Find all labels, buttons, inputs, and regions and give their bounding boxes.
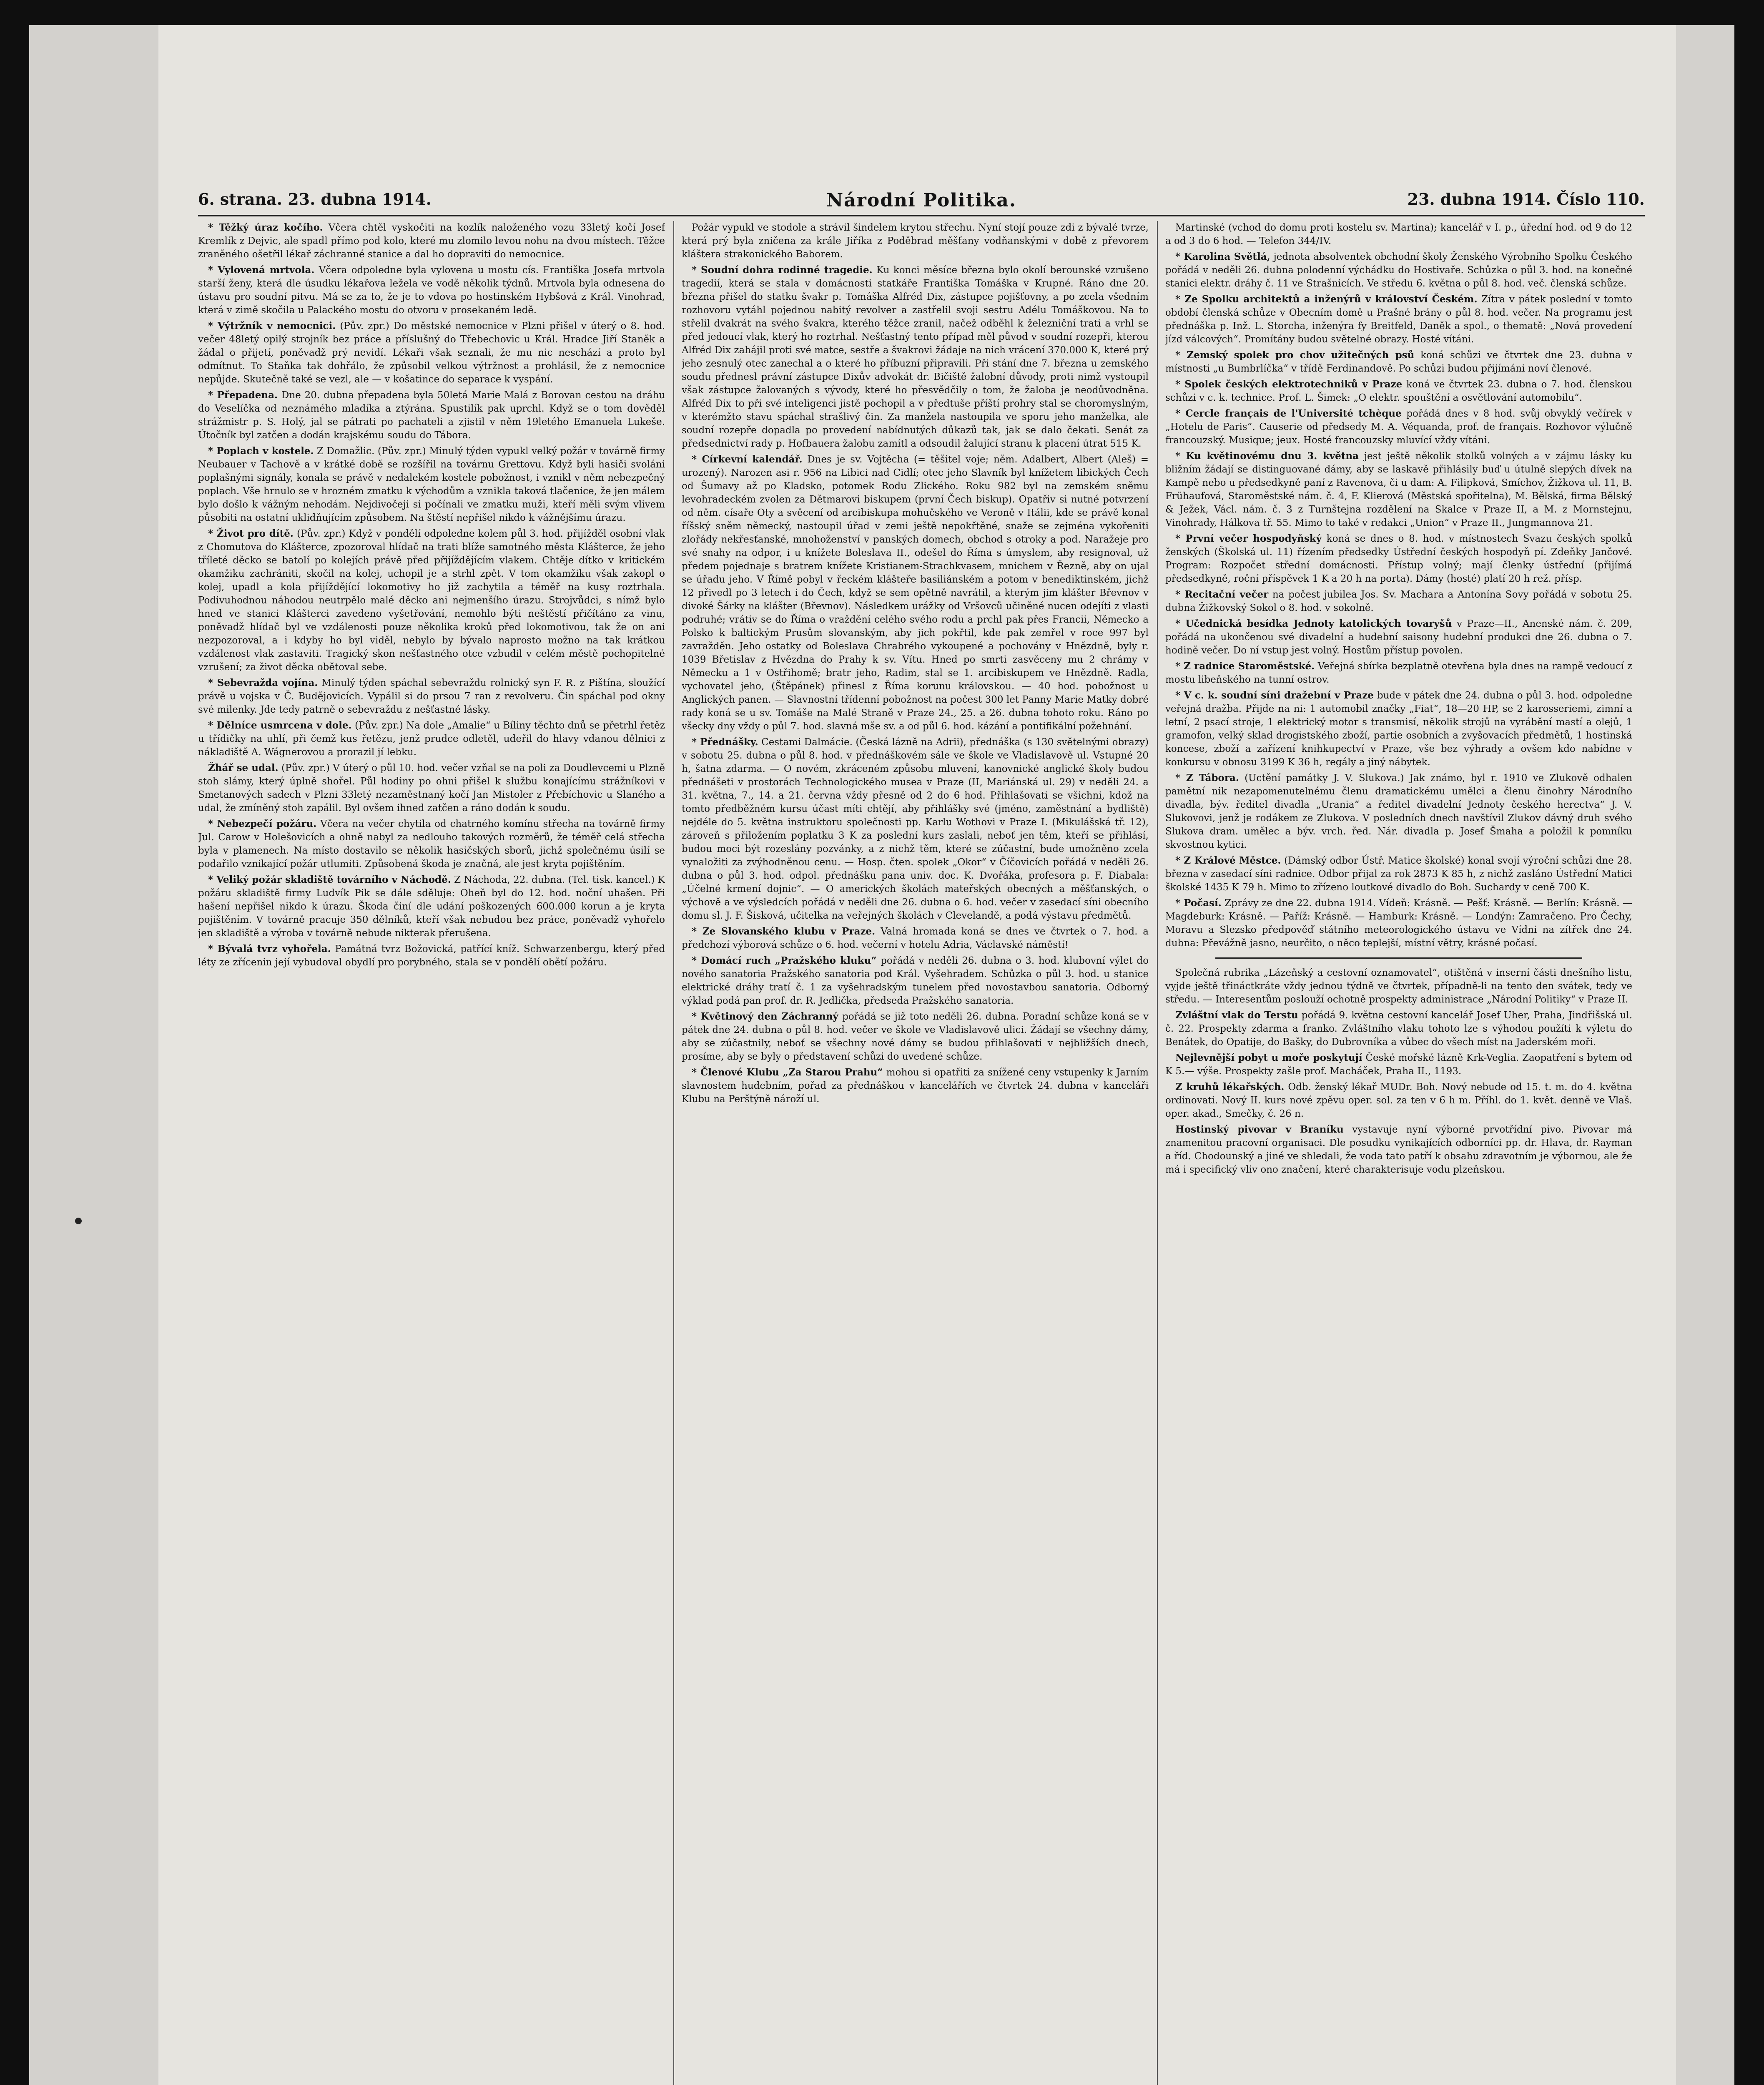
article-heading: * Sebevražda vojína. — [208, 677, 318, 688]
article-heading: * Výtržník v nemocnici. — [208, 320, 336, 332]
article-heading: * Zemský spolek pro chov užitečných psů — [1175, 349, 1415, 361]
article-body: Zítra v pátek poslední v tomto období členská schůze v Obecním domě u Prašné brány o půl 8. hod. večer. Na programu jest přednáška p. Inž. L. Storcha, inženýra fy Breitfeld, Daněk a spol., o thematě: „Nová provedení jízd válcových“. Promítány budou světelné obrazy. Hosté vítáni. — [1165, 294, 1632, 345]
article-body: Včera na večer chytila od chatrného komínu střecha na továrně firmy Jul. Carow v Holešovicích a ohně nabyl za nedlouho takových rozměrů, že téměř celá střecha byla v plamenech. Na místo dostavilo se několik hasičských sborů, jichž společnému úsilí se podařilo vznikající požár utlumiti. Způsobená škoda je značná, ale jest kryta pojištěním. — [198, 819, 665, 869]
article-heading: * Domácí ruch „Pražského kluku“ — [692, 955, 877, 966]
article-paragraph — [1165, 588, 1632, 615]
article-paragraph — [682, 925, 1149, 952]
article-heading: Nejlevnější pobyt u moře poskytují — [1175, 1052, 1363, 1063]
article-body: (Pův. zpr.) V úterý o půl 10. hod. večer vzňal se na poli za Doudlevcemi u Plzně stoh slámy, který úplně shořel. Půl hodiny po ohni přišel k službu konajícímu strážníkovi v Smetanových sadech v Plzni 33letý nezaměstnaný kočí Jan Mistoler z Přebíchovic u Slaného a udal, že zmíněný stoh zapálil. Byl ovšem ihned zatčen a ráno dodán k soudu. — [198, 763, 665, 814]
article-heading: * Přednášky. — [692, 736, 758, 748]
article-paragraph — [198, 264, 665, 317]
article-paragraph — [682, 1010, 1149, 1063]
article-paragraph — [198, 319, 665, 386]
article-heading: * První večer hospodyňský — [1175, 533, 1322, 544]
article-heading: * Veliký požár skladiště továrního v Náchodě. — [208, 874, 451, 885]
article-heading: * Karolina Světlá, — [1175, 251, 1270, 262]
article-paragraph — [1165, 689, 1632, 769]
article-heading: * Dělníce usmrcena v dole. — [208, 720, 352, 731]
article-paragraph — [682, 954, 1149, 1007]
column-divider — [1157, 221, 1158, 2085]
article-heading: * Počasí. — [1175, 897, 1222, 909]
column-3 — [1165, 221, 1632, 2085]
article-body: Společná rubrika „Lázeňský a cestovní oznamovatel“, otištěná v inserní části dnešního listu, vyjde ještě třináctkráte vždy jednou týdně ve čtvrtek, případně-li na tento den svátek, tedy ve středu. — Interesentům poslouží ochotně prospekty administrace „Národní Politiky“ v Praze II. — [1165, 967, 1632, 1005]
article-body: koná se dnes o 8. hod. v místnostech Svazu českých spolků ženských (Školská ul. 11) řízením předsedky Ústřední českých hospodyň pí. Zdeňky Jančové. Program: Rozpočet střední domácnosti. Přístup volný; mají členky ústřední (přijímá předsedkyně, roční příspěvek 1 K a 20 h na porta). Dámy (hosté) platí 20 h rež. přísp. — [1165, 533, 1632, 584]
article-paragraph — [198, 719, 665, 759]
article-paragraph — [1165, 771, 1632, 852]
article-heading: * Přepadena. — [208, 389, 278, 401]
article-body: Zprávy ze dne 22. dubna 1914. Vídeň: Krásně. — Pešť: Krásně. — Berlín: Krásně. — Magdeburk: Krásně. — Paříž: Krásně. — Hamburk: Krásně. — Londýn: Zamračeno. Pro Čechy, Moravu a Slezsko předpověď státního meteorologického ústavu ve Vídni na zítřek dne 24. dubna: Převážně jasno, neurčito, o něco teplejší, místní větry, krásné počasí. — [1165, 898, 1632, 949]
article-paragraph — [198, 389, 665, 442]
article-paragraph — [1165, 407, 1632, 447]
article-paragraph — [1165, 378, 1632, 404]
article-heading: * Květinový den Záchranný — [692, 1011, 838, 1022]
article-heading: Hostinský pivovar v Braníku — [1175, 1124, 1344, 1135]
article-paragraph — [682, 1066, 1149, 1106]
article-heading: * Ku květinovému dnu 3. května — [1175, 450, 1359, 462]
article-paragraph — [1165, 293, 1632, 346]
column-divider — [673, 221, 674, 2085]
article-body: Z Náchoda, 22. dubna. (Tel. tisk. kancel.) K požáru skladiště firmy Ludvík Pik se dále sděluje: Oheň byl do 12. hod. noční uhašen. Při hašení nepřišel nikdo k úrazu. Škoda činí dle udání poškozených 600.000 korun a je kryta pojištěním. V továrně pracuje 350 dělníků, kteří však nebudou bez práce, poněvadž vyhořelo jen skladiště a výroba v továrně nebude nikterak přerušena. — [198, 874, 665, 939]
article-paragraph — [198, 527, 665, 674]
article-paragraph — [198, 817, 665, 871]
article-heading: * Církevní kalendář. — [692, 454, 803, 465]
article-paragraph — [682, 264, 1149, 450]
article-paragraph — [1165, 897, 1632, 950]
header-rule — [198, 215, 1645, 216]
article-body: Martinské (vchod do domu proti kostelu sv. Martina); kancelář v I. p., úřední hod. od 9 do 12 a od 3 do 6 hod. — Telefon 344/IV. — [1165, 222, 1632, 246]
article-body: (Pův. zpr.) Když v pondělí odpoledne kolem půl 3. hod. přijížděl osobní vlak z Chomutova do Klášterce, zpozoroval hlídač na trati blíže samotného města Klášterce, že jeho tříleté děcko se batolí po kolejích právě před přijíždějícím vlakem. Chtěje dítko v kritickém okamžiku zachrániti, skočil na kolej, uchopil je a strhl zpět. V tom okamžiku však zakopl o kolej, upadl a kola přijíždějící lokomotivy ho již zachytila a téměř na kusy roztrhala. Podivuhodnou náhodou neutrpělo malé děcko ani nejmenšího úrazu. Strojvůdci, s nímž bylo hned ve stanici Klášterci zavedeno vyšetřování, nemohlo býti neštěstí přičítáno za vinu, poněvadž hlídač byl ve vzdálenosti pouze několika kroků před lokomotivou, tak že on ani nezpozoroval, a i kdyby ho byl viděl, nebylo by bývalo naprosto možno na tak krátkou vzdálenost vlak zastaviti. Tragický skon nešťastného otce vzbudil v celém městě pochopitelné vzrušení; za život děcka obětoval sebe. — [198, 528, 665, 673]
column-1 — [198, 221, 665, 2085]
article-heading: Z kruhů lékařských. — [1175, 1081, 1285, 1093]
article-heading: * Bývalá tvrz vyhořela. — [208, 943, 331, 955]
article-body: Včera chtěl vyskočiti na kozlík naloženého vozu 33letý kočí Josef Kremlík z Dejvic, ale spadl přímo pod kolo, které mu zlomilo levou nohu na dvou místech. Těžce zraněného ošetřil lékař záchranné stanice a dal ho dopraviti do nemocnice. — [198, 222, 665, 260]
article-body: pořádá 9. května cestovní kancelář Josef Uher, Praha, Jindřišská ul. č. 22. Prospekty zdarma a franko. Zvláštního vlaku tohoto lze s výhodou použíti k výletu do Benátek, do Opatije, do Bašky, do Dubrovníka a vůbec do všech míst na Jaderském moři. — [1165, 1010, 1632, 1048]
article-body: bude v pátek dne 24. dubna o půl 3. hod. odpoledne veřejná dražba. Přijde na ni: 1 automobil značky „Fiat“, 18—20 HP, se 2 karosseriemi, zimní a letní, 2 psací stroje, 1 elektrický motor s transmisí, několik strojů na vyrábění mastí a olejů, 1 gramofon, velký sklad drogistského zboží, partie osobních a zvyšovacích předmětů, 1 hostinská koncese, zboží a zařízení knihkupectví v Praze, vše bez výhrady a ovšem kdo nabídne v konkursu v obnosu 3199 K 36 h, regály a jiný nábytek. — [1165, 690, 1632, 768]
article-paragraph — [1165, 966, 1632, 1006]
article-paragraph — [1165, 349, 1632, 375]
article-body: Ku konci měsíce března bylo okolí berounské vzrušeno tragedií, která se stala v domácnosti statkáře Františka Tomáška v Krupné. Ráno dne 20. března přišel do statku švakr p. Tomáška Alfréd Dix, zástupce pojišťovny, a po zcela všedním rozhovoru vytáhl pojednou nabitý revolver a zastřelil svoji sestru Adélu Tomáškovou. Na to střelil dvakrát na svého švakra, kterého těžce zranil, načež odběhl k železniční trati a vrhl se před jedoucí vlak, který ho roztrhal. Nešťastný tento případ měl původ v soudní rozepři, kterou Alfréd Dix zahájil proti své matce, sestře a švakrovi žádaje na nich vrácení 370.000 K, které prý jeho zesnulý otec zanechal a o které ho příbuzní připravili. Při stání dne 7. března u zemského soudu přednesl právní zástupce Dixův advokát dr. Bičiště žalobní důvody, proti nimž vystoupil však zástupce žalovaných s vývody, které ho přesvědčily o tom, že žaloba je neodůvodněna. Alfréd Dix to při své inteligenci jistě pochopil a v předtuše příští prohry stal se choromyslným, v kterémžto stavu spáchal strašlivý čin. Za manžela nastoupila ve sporu jeho manželka, ale soudní rozepře dopadla po provedení nabídnutých důkazů tak, jak se dalo čekati. Senát za předsednictví rady p. Hofbauera žalobu zamítl a odsoudil žalující stranu k placení útrat 515 K. — [682, 265, 1149, 449]
article-paragraph — [1165, 1080, 1632, 1120]
article-paragraph — [1165, 250, 1632, 290]
header-left: 6. strana. 23. dubna 1914. — [198, 190, 432, 208]
article-heading: * Z Tábora. — [1175, 772, 1239, 784]
article-heading: * Soudní dohra rodinné tragedie. — [692, 264, 873, 276]
article-paragraph — [198, 873, 665, 940]
article-body: České mořské lázně Krk-Veglia. Zaopatření s bytem od K 5.— výše. Prospekty zašle prof. Macháček, Praha II., 1193. — [1165, 1053, 1632, 1077]
column-2 — [682, 221, 1149, 2085]
article-paragraph — [682, 453, 1149, 733]
article-paragraph — [198, 445, 665, 525]
article-paragraph — [1165, 854, 1632, 894]
page-header — [198, 190, 1645, 211]
article-heading: * Vylovená mrtvola. — [208, 264, 315, 276]
article-body: Z Domažlic. (Pův. zpr.) Minulý týden vypukl velký požár v továrně firmy Neubauer v Tachově a v krátké době se rozšířil na továrnu Grettovu. Když byli hasiči svoláni poplašnými signály, konala se právě v nedalekém kostele pobožnost, i vznikl v něm nebezpečný poplach. Vše hrnulo se v hrozném zmatku k východům a vznikla taková tlačenice, že jen málem bylo došlo k vážným nehodám. Nejdivočeji si počínali ve zmatku muži, kteří měli svým vlivem působiti na ostatní uklidňujícím způsobem. Na štěstí nepřišel nikdo k vážnějšímu úrazu. — [198, 446, 665, 523]
article-body: pořádá se již toto neděli 26. dubna. Poradní schůze koná se v pátek dne 24. dubna o půl 8. hod. večer ve škole ve Vladislavově ulici. Žádají se všechny dámy, aby se zúčastnily, neboť se všechny nové dámy se budou přihlašovati v nejbližších dnech, prosíme, aby se byly o představení schůzi do uvedené schůze. — [682, 1011, 1149, 1062]
article-body: (Pův. zpr.) Na dole „Amalie“ u Bíliny těchto dnů se přetrhl řetěz u třídičky na uhlí, při čemž kus řetězu, jenž prudce odletěl, udeřil do hlavy vdanou dělnici z nákladiště A. Wágnerovou a prorazil jí lebku. — [198, 720, 665, 758]
article-body: pořádá dnes v 8 hod. svůj obvyklý večírek v „Hotelu de Paris“. Causerie od předsedy M. A. Véquanda, prof. de français. Rozhovor výlučně francouzský. Musique; jeux. Hosté francouzsky mluvící vždy vítáni. — [1165, 408, 1632, 446]
article-body: v Praze—II., Anenské nám. č. 209, pořádá na ukončenou své divadelní a hudební saisony hudební produkci dne 26. dubna o 7. hodině večer. Do ní vstup jest volný. Hostům přístup povolen. — [1165, 618, 1632, 656]
article-body: Dne 20. dubna přepadena byla 50letá Marie Malá z Borovan cestou na dráhu do Veselíčka od neznámého mladíka a ztýrána. Spustilík pak uprchl. Když se o tom dověděl strážmistr p. S. Holý, jal se pátrati po pachateli a zjistil v něm 19letého Emanuela Lukeše. Útočník byl zatčen a dodán krajskému soudu do Tábora. — [198, 390, 665, 441]
article-paragraph — [1165, 660, 1632, 686]
punch-hole — [75, 1218, 82, 1224]
article-heading: * V c. k. soudní síni dražební v Praze — [1175, 690, 1374, 701]
article-body: Odb. ženský lékař MUDr. Boh. Nový nebude od 15. t. m. do 4. května ordinovati. Nový II. kurs nové zpěvu oper. sol. za ten v 6 h m. Příhl. do 1. květ. denně ve Vlaš. oper. akad., Smečky, č. 26 n. — [1165, 1082, 1632, 1119]
article-paragraph — [1165, 532, 1632, 585]
article-paragraph — [1165, 617, 1632, 657]
article-body: koná ve čtvrtek 23. dubna o 7. hod. členskou schůzi v c. k. technice. Prof. L. Šimek: „O elektr. spouštění a osvětlování automobilu“. — [1165, 379, 1632, 403]
article-body: Památná tvrz Božovická, patřící kníž. Schwarzenbergu, který před léty ze zřícenin její vybudoval obydlí pro porybného, stala se v pondělí obětí požáru. — [198, 944, 665, 968]
article-paragraph — [198, 761, 665, 815]
article-paragraph — [1165, 221, 1632, 248]
article-heading: Zvláštní vlak do Terstu — [1175, 1010, 1298, 1021]
article-body: jest ještě několik stolků volných a v zájmu lásky ku bližním žádají se distinguované dámy, aby se laskavě přihlásily buď u útulně slepých dívek na Kampě nebo u předsedkyně paní z Ravenova, či u dam: A. Filipková, Smíchov, Žižkova ul. 11, B. Frühaufová, Staroměstské nám. č. 4, F. Klierová (Městská spořitelna), M. Bělská, firma Bělský & Ježek, Václ. nám. č. 3 z Turnštejna rozdělení na Skalce v Praze II, a M. z Mornstejnu, Vinohrady, Hálkova tř. 55. Mimo to také v redakci „Union“ v Praze II., Jungmannova 21. — [1165, 451, 1632, 528]
article-paragraph — [682, 221, 1149, 261]
article-heading: * Z radnice Staroměstské. — [1175, 661, 1315, 672]
article-heading: * Poplach v kostele. — [208, 445, 314, 457]
article-paragraph — [198, 676, 665, 716]
newspaper-page — [158, 25, 1676, 2085]
article-body: vystavuje nyní výborné prvotřídní pivo. Pivovar má znamenitou pracovní organisaci. Dle posudku vynikajících odborníci pp. dr. Hlava, dr. Rayman a říd. Chodounský a jiné ve shledali, že voda tato patří k obsahu zdravotním je výbornou, ale že má i specifický vliv ono značení, které charakterisuje vodu plzeňskou. — [1165, 1124, 1632, 1175]
article-body: (Pův. zpr.) Do městské nemocnice v Plzni přišel v úterý o 8. hod. večer 48letý opilý strojník bez práce a příslušný do Třebechovic u Král. Hradce Jiří Staněk a žádal o přijetí, poněvadž prý nevidí. Lékaři však seznali, že mu nic neschází a proto byl odmítnut. To Staňka tak dohřálo, že způsobil velkou výtržnost a prohlásil, že z nemocnice nepůjde. Skutečně také se vezl, ale — v košatince do separace k vyspání. — [198, 321, 665, 385]
article-paragraph — [1165, 1051, 1632, 1078]
article-heading: * Učednická besídka Jednoty katolických tovaryšů — [1175, 618, 1452, 629]
article-paragraph — [1165, 450, 1632, 530]
article-heading: * Recitační večer — [1175, 589, 1269, 600]
scanned-sheet — [29, 25, 1734, 2085]
article-body: Cestami Dalmácie. (Česká lázně na Adrii), přednáška (s 130 světelnými obrazy) v sobotu 25. dubna o půl 8. hod. v přednáškovém sále ve škole ve Vladislavově ul. Vstupné 20 h, šatna zdarma. — O novém, zkráceném způsobu mluvení, kanovnické anglické školy budou přednášeti v prostorách Technologického musea v Praze (II, Mariánská ul. 29) v neděli 24. a 31. května, 7., 14. a 21. června vždy přesně od 2 do 6 hod. Přihlašovati se všichni, kdož na tomto předběžném kursu účast míti chtějí, aby přihlášky své (jméno, zaměstnání a bydliště) nejdéle do 5. května instruktoru společnosti pp. Karlu Wothovi v Praze I. (Mikulášská tř. 12), zároveň s přiložením poplatku 3 K za poslední kurs zaslali, neboť jen těm, kteří se přihlásí, budou moci být rozeslány pozvánky, a z nichž těm, které se zúčastní, bude umožněno zcela vynaložiti za zvýhodněnou cenu. — Hosp. čten. spolek „Okor“ v Číčovicích pořádá v neděli 26. dubna o půl 3. hod. odpol. přednášku pana univ. doc. K. Dvořáka, profesora p. F. Diabala: „Účelné krmení dojnic“. — O amerických školách mateřských obecných a měšťanských, o výchově a ve výsledcích pořádá v neděli dne 26. dubna o 6. hod. večer v zasedací síni obecního domu sl. J. F. Šisková, učitelka na veřejných školách v Clevelandě, a podá výstavu předmětů. — [682, 737, 1149, 921]
section-separator — [1215, 957, 1582, 959]
article-heading: * Členové Klubu „Za Starou Prahu“ — [692, 1067, 883, 1078]
article-heading: * Ze Spolku architektů a inženýrů v království Českém. — [1175, 294, 1478, 305]
article-paragraph — [1165, 1123, 1632, 1176]
article-body: Dnes je sv. Vojtěcha (= těšitel voje; něm. Adalbert, Albert (Aleš) = urozený). Narozen asi r. 956 na Libici nad Cidlí; otec jeho Slavník byl knížetem libických Čech od Šumavy až po Kladsko, potomek Rodu Zlického. Roku 982 byl na zemském sněmu levohradeckém zvolen za Dětmarovi biskupem (první Čech biskup). Opatřiv si nutné potvrzení od něm. císaře Oty a svěcení od arcibiskupa mohučského ve Veroně v Itálii, kde se právě konal říšský sněm německý, nastoupil úřad v zemi ještě nepokřtěné, snaže se zejména vykořeniti zlořády nekřesťanské, mnohoženství v panských domech, obchod s otroky a pod. Naražeje pro své snahy na odpor, i u knížete Boleslava II., odešel do Říma s úmyslem, aby resignoval, už předem pojednaje s bratrem knížete Kristianem-Strachkvasem, mnichem v Řezně, aby on ujal se úřadu jeho. V Římě pobyl v řeckém klášteře basiliánském a potom v benediktinském, jichž 12 přivedl po 3 letech i do Čech, když se sem opětně navrátil, a kterým jim klášter Břevnov v divoké Šárky na klášter (Břevnov). Následkem urážky od Vršovců učiněné nucen odejíti z vlasti podruhé; vrátiv se do Říma o vraždění celého svého rodu a prchl pak přes Francii, Německo a Polsko k baltickým Prusům slovanským, aby jich pokřtil, kde pak zemřel v roce 997 byl zavražděn. Jeho ostatky od Boleslava Chrabrého vykoupené a pochovány v Hnězdně, byly r. 1039 Břetislav z Hvězdna do Prahy k sv. Vítu. Hned po smrti zasvěceny mu 2 chrámy v Německu a 1 v Ostřihomě; bratr jeho, Radim, stal se 1. arcibiskupem ve Hnězdně. Radla, vychovatel jeho, (Štěpánek) přinesl z Říma korunu královskou. — 40 hod. pobožnost u Anglických panen. — Slavnostní třídenní pobožnost na počest 300 let Panny Marie Matky dobré rady koná se u sv. Tomáše na Malé Straně v Praze 24., 25. a 26. dubna tohoto roku. Ráno po všecky dny vždy o půl 7. hod. slavná mše sv. a od půl 6. hod. kázání a pontifikální požehnání. — [682, 454, 1149, 732]
article-heading: * Těžký úraz kočího. — [208, 222, 323, 233]
article-body: jednota absolventek obchodní školy Ženského Výrobního Spolku Českého pořádá v neděli 26. dubna polodenní výchádku do Hostivaře. Schůzka o půl 3. hod. na konečné stanici elektr. dráhy č. 11 ve Strašnicích. Ve středu 6. května o půl 8. hod. več. členská schůze. — [1165, 251, 1632, 289]
article-paragraph — [1165, 1009, 1632, 1049]
article-heading: Žhář se udal. — [208, 762, 279, 774]
article-paragraph — [198, 942, 665, 969]
article-paragraph — [198, 221, 665, 261]
article-body: Veřejná sbírka bezplatně otevřena byla dnes na rampě vedoucí z mostu libeňského na tunní ostrov. — [1165, 661, 1632, 685]
article-heading: * Cercle français de l'Université tchèque — [1175, 408, 1402, 419]
article-body: pořádá v neděli 26. dubna o 3. hod. klubovní výlet do nového sanatoria Pražského sanatoria pod Král. Vyšehradem. Schůzka o půl 3. hod. u stanice elektrické dráhy tratí č. 1 za vyšehradským tunelem před novostavbou sanatoria. Odborný výklad podá pan prof. dr. R. Jedlička, předseda Pražského sanatoria. — [682, 955, 1149, 1006]
article-body: Požár vypukl ve stodole a strávil šindelem krytou střechu. Nyní stojí pouze zdi z bývalé tvrze, která prý byla zničena za krále Jiříka z Poděbrad měšťany vodňanskými v době z převorem kláštera strakonického Baborem. — [682, 222, 1149, 260]
article-body: Včera odpoledne byla vylovena u mostu cís. Františka Josefa mrtvola starší ženy, která dle úsudku lékařova ležela ve vodě několik týdnů. Mrtvola byla odnesena do ústavu pro soudní pitvu. Má se za to, že je to vdova po hostinském Hybšová z Král. Vinohrad, která v zimě skočila u Palackého mostu do otvoru v prosekaném ledě. — [198, 265, 665, 316]
article-body: koná schůzi ve čtvrtek dne 23. dubna v místnosti „u Bumbrlíčka“ v třídě Ferdinandově. Po schůzi budou přijímáni noví členové. — [1165, 350, 1632, 374]
article-body: Valná hromada koná se dnes ve čtvrtek o 7. hod. a předchozí výborová schůze o 6. hod. večerní v hotelu Adria, Václavské náměstí! — [682, 926, 1149, 950]
article-heading: * Život pro dítě. — [208, 528, 294, 539]
masthead-title: Národní Politika. — [826, 190, 1017, 211]
article-paragraph — [682, 736, 1149, 922]
article-body: (Dámský odbor Ústř. Matice školské) konal svojí výroční schůzi dne 28. března v zasedací síni radnice. Odbor přijal za rok 2873 K 85 h, z nichž zasláno Ústřední Matici školské 1435 K 79 h. Mimo to zřízeno loutkové divadlo do Boh. Suchardy v ceně 700 K. — [1165, 855, 1632, 893]
header-right: 23. dubna 1914. Číslo 110. — [1407, 190, 1645, 208]
article-heading: * Z Králové Městce. — [1175, 855, 1281, 866]
article-heading: * Spolek českých elektrotechniků v Praze — [1175, 379, 1403, 390]
article-heading: * Nebezpečí požáru. — [208, 818, 317, 829]
article-body: Minulý týden spáchal sebevraždu rolnický syn F. R. z Pištína, sloužící právě u vojska v Č. Budějovicích. Vypálil si do prsou 7 ran z revolveru. Čin spáchal pod okny své milenky. Jde tedy patrně o sebevraždu z nešťastné lásky. — [198, 678, 665, 715]
article-body: na počest jubilea Jos. Sv. Machara a Antonína Sovy pořádá v sobotu 25. dubna Žižkovský Sokol o 8. hod. v sokolně. — [1165, 589, 1632, 613]
article-body: (Uctění památky J. V. Slukova.) Jak známo, byl r. 1910 ve Zlukově odhalen pamětní nik nezapomenutelnému členu dramatickému umělci a členu činohry Národního divadla, býv. ředitel divadla „Urania“ a ředitel divadelní Jednoty českého herectva“ J. V. Slukovovi, jenž je rodákem ze Zlukova. V posledních dnech navštívil Zlukov dávný druh svého Slukova dram. umělec a býv. vrch. řed. Nár. divadla p. Josef Šmaha a položil k pomníku skvostnou kytici. — [1165, 773, 1632, 850]
article-heading: * Ze Slovanského klubu v Praze. — [692, 926, 876, 937]
article-body: mohou si opatřiti za snížené ceny vstupenky k Jarním slavnostem hudebním, pořad za přednáškou v kancelářích ve čtvrtek 24. dubna v kanceláři Klubu na Perštýně nároží ul. — [682, 1067, 1149, 1105]
